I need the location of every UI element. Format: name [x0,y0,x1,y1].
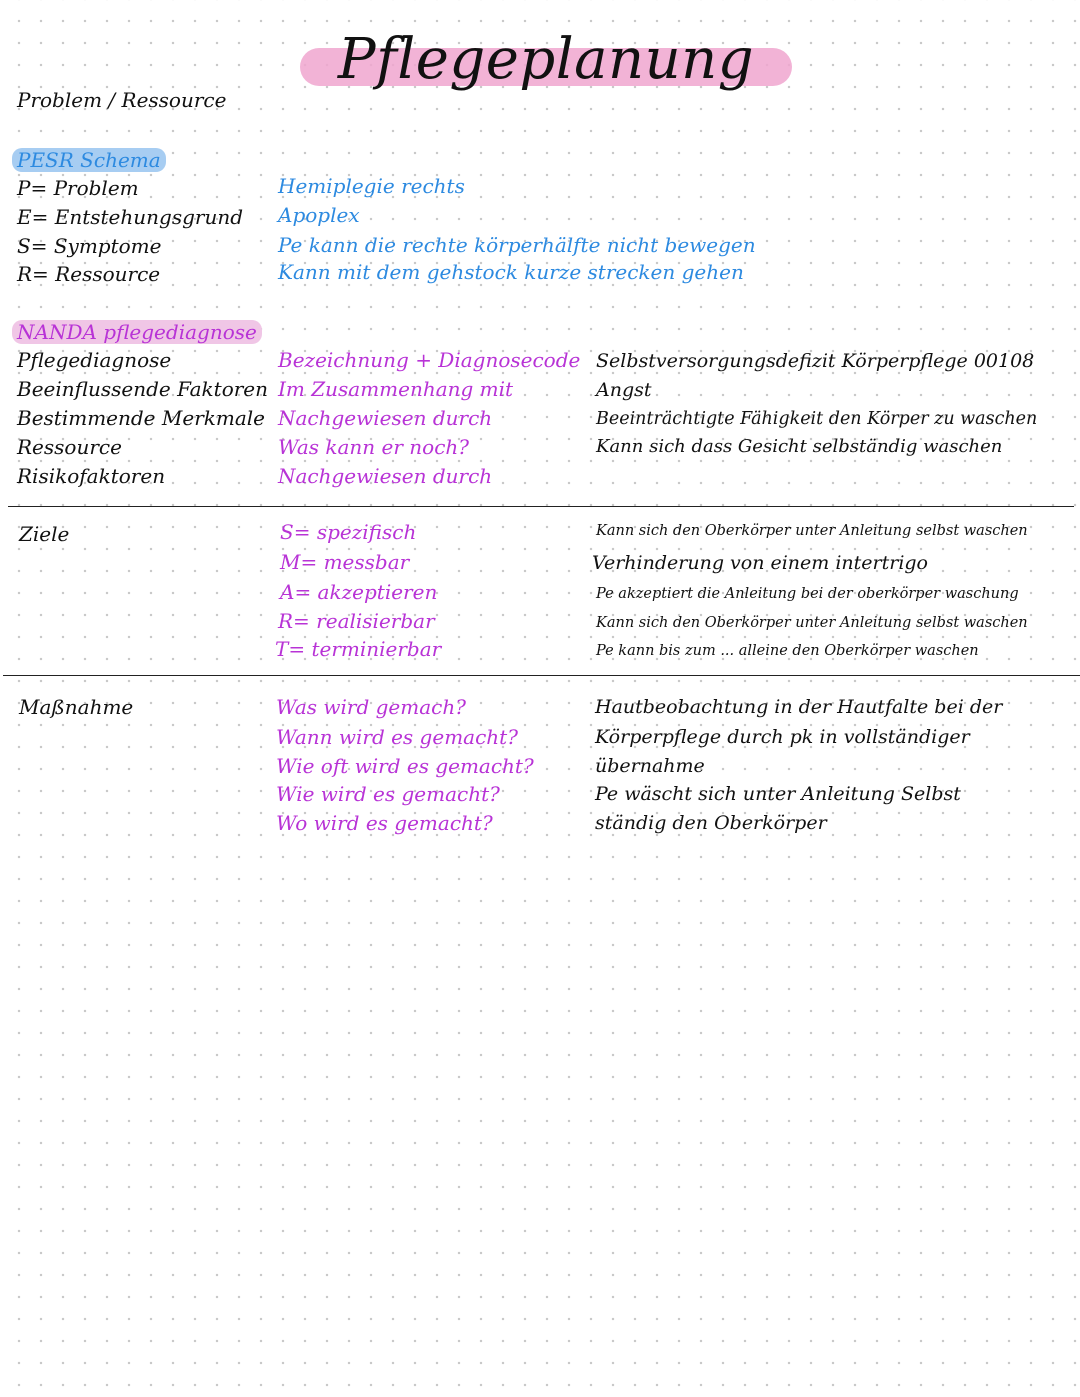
massnahme-question-was: Was wird gemach? [276,695,466,719]
massnahme-question-wie-oft: Wie oft wird es gemacht? [276,754,534,778]
massnahme-answer-line-2: Körperpflege durch pk in vollständiger [595,726,970,748]
smart-prompt-m: M= messbar [280,550,410,574]
nanda-prompt-risikofaktoren: Nachgewiesen durch [278,464,493,488]
smart-answer-t: Pe kann bis zum ... alleine den Oberkörper waschen [596,643,979,659]
divider-ziele [8,506,1074,507]
pesr-value-r: Kann mit dem gehstock kurze strecken gehen [278,260,744,284]
ziele-label: Ziele [19,522,70,546]
nanda-label-beeinflussende: Beeinflussende Faktoren [17,377,269,401]
nanda-answer-ressource: Kann sich dass Gesicht selbständig waschen [596,436,1003,457]
smart-prompt-r: R= realisierbar [278,609,435,633]
smart-answer-m: Verhinderung von einem intertrigo [592,552,928,574]
smart-prompt-t: T= terminierbar [275,637,442,661]
nanda-label-pflegediagnose: Pflegediagnose [17,348,172,372]
pesr-value-e: Apoplex [278,203,360,227]
smart-answer-r: Kann sich den Oberkörper unter Anleitung selbst waschen [596,615,1028,631]
subtitle: Problem / Ressource [17,88,227,112]
massnahme-question-wie: Wie wird es gemacht? [276,782,500,806]
divider-massnahme [3,675,1080,676]
massnahme-label: Maßnahme [19,695,134,719]
massnahme-question-wann: Wann wird es gemacht? [276,725,518,749]
nanda-heading-text: NANDA pflegediagnose [12,320,262,344]
smart-prompt-a: A= akzeptieren [280,580,438,604]
massnahme-answer-line-4: Pe wäscht sich unter Anleitung Selbst [595,783,961,805]
pesr-label-s: S= Symptome [17,234,162,258]
massnahme-answer-line-3: übernahme [595,755,705,777]
nanda-prompt-beeinflussende: Im Zusammenhang mit [278,377,514,401]
pesr-label-p: P= Problem [17,176,139,200]
nanda-answer-pflegediagnose: Selbstversorgungsdefizit Körperpflege 00108 [596,350,1035,372]
pesr-heading-text: PESR Schema [12,148,166,172]
smart-answer-a: Pe akzeptiert die Anleitung bei der oberkörper waschung [596,586,1019,602]
pesr-value-s: Pe kann die rechte körperhälfte nicht bewegen [278,233,756,257]
nanda-heading [17,319,262,345]
nanda-prompt-ressource: Was kann er noch? [278,435,470,459]
nanda-answer-bestimmende: Beeinträchtigte Fähigkeit den Körper zu waschen [596,409,1038,429]
nanda-label-ressource: Ressource [17,435,122,459]
pesr-label-r: R= Ressource [17,262,161,286]
pesr-value-p: Hemiplegie rechts [278,174,465,198]
smart-prompt-s: S= spezifisch [280,520,417,544]
page-title: Pflegeplanung [337,27,755,92]
nanda-prompt-bestimmende: Nachgewiesen durch [278,406,493,430]
pesr-heading [17,147,166,173]
title-block [300,22,792,102]
smart-answer-s: Kann sich den Oberkörper unter Anleitung selbst waschen [596,523,1028,539]
massnahme-answer-line-1: Hautbeobachtung in der Hautfalte bei der [595,696,1003,718]
pesr-label-e: E= Entstehungsgrund [17,205,244,229]
nanda-answer-beeinflussende: Angst [596,379,652,401]
massnahme-answer-line-5: ständig den Oberkörper [595,812,827,834]
massnahme-question-wo: Wo wird es gemacht? [276,811,493,835]
nanda-prompt-pflegediagnose: Bezeichnung + Diagnosecode [278,348,581,372]
nanda-label-bestimmende: Bestimmende Merkmale [17,406,265,430]
nanda-label-risikofaktoren: Risikofaktoren [17,464,166,488]
